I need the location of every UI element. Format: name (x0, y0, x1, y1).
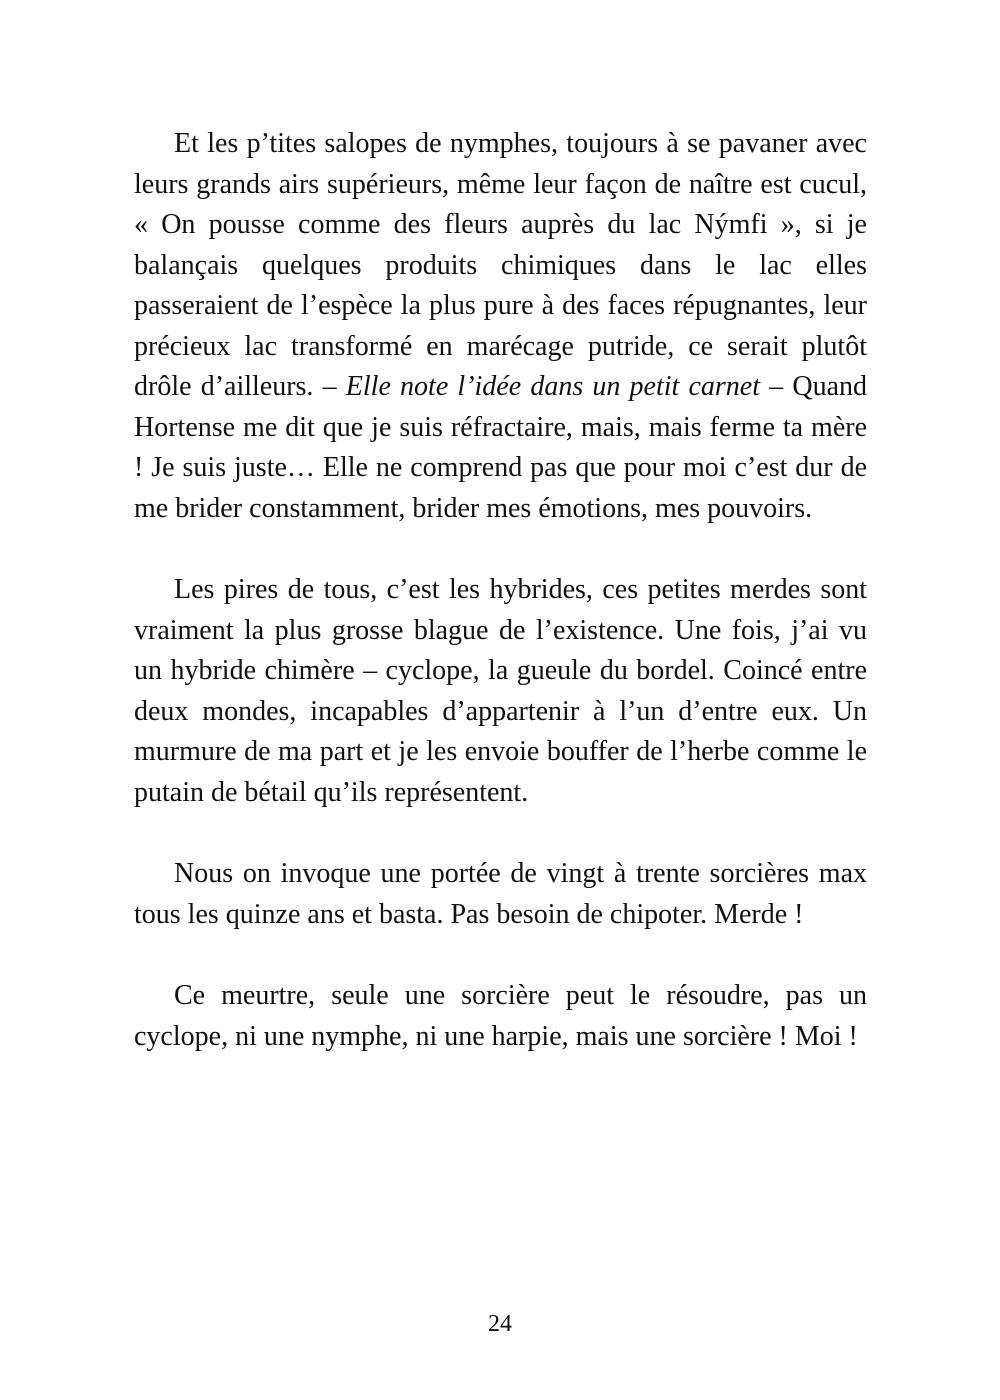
paragraph-1 (134, 124, 867, 529)
page-body (134, 124, 867, 1098)
paragraph-4: Ce meurtre, seule une sorcière peut le résoudre, pas un cyclope, ni une nymphe, ni une harpie, mais une sorcière ! Moi ! (134, 980, 867, 1052)
paragraph-1-text-start: Et les p’tites salopes de nymphes, toujours à se pavaner avec leurs grands airs supérieurs, même leur façon de naître est cucul, « On pousse comme des fleurs auprès du lac Nýmfi », si je balançais quelques produits chimiques dans le lac elles passeraient de l’espèce la plus pure à des faces répugnantes, leur précieux lac transformé en marécage putride, ce serait plutôt drôle d’ailleurs. – (134, 128, 867, 402)
paragraph-3: Nous on invoque une portée de vingt à trente sorcières max tous les quinze ans et basta. Pas besoin de chipoter. Merde ! (134, 858, 867, 930)
paragraph-1-text-end: – Quand Hortense me dit que je suis réfractaire, mais, mais ferme ta mère ! Je suis juste… Elle ne comprend pas que pour moi c’est dur de me brider constamment, brider mes émotions, mes pouvoirs. (134, 371, 867, 524)
stage-direction-italic: Elle note l’idée dans un petit carnet (345, 371, 761, 402)
paragraph-2: Les pires de tous, c’est les hybrides, ces petites merdes sont vraiment la plus grosse blague de l’existence. Une fois, j’ai vu un hybride chimère – cyclope, la gueule du bordel. Coincé entre deux mondes, incapables d’appartenir à l’un d’entre eux. Un murmure de ma part et je les envoie bouffer de l’herbe comme le putain de bétail qu’ils représentent. (134, 574, 867, 808)
page-number: 24 (488, 1311, 512, 1337)
